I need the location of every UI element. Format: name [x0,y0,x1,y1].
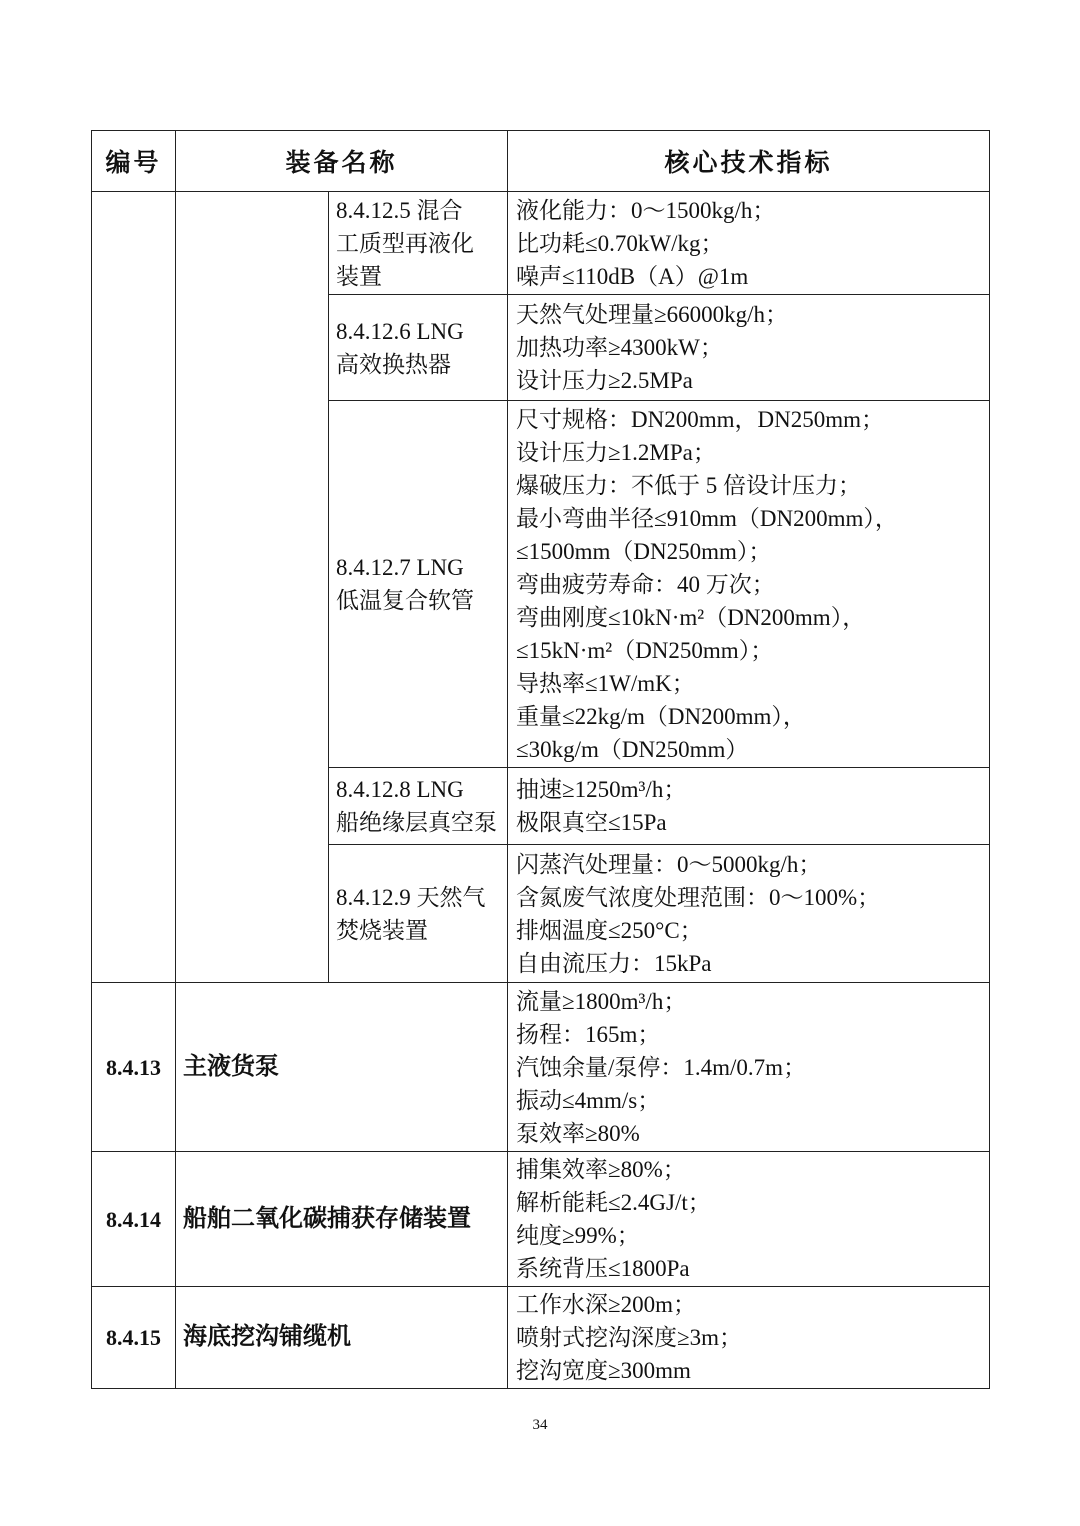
item-name: 主液货泵 [176,983,508,1152]
spec-line: 极限真空≤15Pa [516,810,667,835]
sub-item-name-line: 8.4.12.8 LNG [336,777,464,802]
spec-line: 导热率≤1W/mK； [516,670,695,696]
spec-line: 弯曲刚度≤10kN·m²（DN200mm）， [516,604,866,630]
spec-line: 最小弯曲半径≤910mm（DN200mm）， [516,505,898,531]
spec-line: 泵效率≥80% [516,1120,640,1146]
sub-item-name-line: 8.4.12.6 LNG [336,318,464,344]
spec-line: 闪蒸汽处理量：0～5000kg/h； [516,851,822,877]
continued-code-cell [92,192,176,983]
spec-line: 喷射式挖沟深度≥3m； [516,1325,743,1350]
continued-name-cell [176,192,329,983]
spec-line: ≤1500mm（DN250mm）； [516,538,772,564]
sub-item-specs [508,295,990,401]
spec-line: 尺寸规格：DN200mm，DN250mm； [516,406,885,432]
item-code: 8.4.15 [92,1287,176,1389]
spec-line: 加热功率≥4300kW； [516,335,723,360]
sub-item-specs [508,401,990,768]
sub-item-name [329,192,508,295]
spec-line: 捕集效率≥80%； [516,1157,686,1182]
spec-line: 弯曲疲劳寿命：40 万次； [516,571,775,597]
spec-line: 天然气处理量≥66000kg/h； [516,302,789,327]
spec-line: 重量≤22kg/m（DN200mm）， [516,703,806,729]
item-code: 8.4.14 [92,1152,176,1287]
sub-item-name-line: 船绝缘层真空泵 [336,810,497,835]
spec-line: 挖沟宽度≥300mm [516,1358,691,1383]
spec-table-page [91,130,989,1389]
item-specs [508,983,990,1152]
spec-line: 工作水深≥200m； [516,1292,697,1317]
table-row [92,1287,990,1389]
spec-line: ≤30kg/m（DN250mm） [516,736,749,762]
sub-item-name [329,768,508,845]
sub-item-name-line: 8.4.12.5 混合 [336,197,463,223]
spec-line: 含氮废气浓度处理范围：0～100%； [516,884,881,910]
sub-item-name-line: 8.4.12.9 天然气 [336,884,486,910]
spec-line: 振动≤4mm/s； [516,1087,661,1113]
spec-line: 爆破压力：不低于 5 倍设计压力； [516,472,862,498]
sub-item-name-line: 8.4.12.7 LNG [336,555,464,580]
spec-line: 抽速≥1250m³/h； [516,777,687,802]
table-row [92,192,990,295]
spec-line: 自由流压力：15kPa [516,950,712,976]
sub-item-name-line: 高效换热器 [336,351,451,377]
header-core-specs: 核心技术指标 [508,131,990,192]
item-specs [508,1287,990,1389]
table-row [92,1152,990,1287]
sub-item-name-line: 低温复合软管 [336,588,474,613]
sub-item-name-line: 工质型再液化 [336,230,474,256]
equipment-spec-table [91,130,990,1389]
spec-line: 流量≥1800m³/h； [516,988,687,1014]
sub-item-specs [508,192,990,295]
item-code: 8.4.13 [92,983,176,1152]
item-name: 海底挖沟铺缆机 [176,1287,508,1389]
table-row [92,983,990,1152]
spec-line: 噪声≤110dB（A）@1m [516,263,749,289]
page-number: 34 [532,1417,548,1433]
sub-item-name-line: 焚烧装置 [336,917,428,943]
item-specs [508,1152,990,1287]
spec-line: 纯度≥99%； [516,1223,640,1248]
sub-item-name [329,401,508,768]
table-header-row [92,131,990,192]
spec-line: 扬程：165m； [516,1021,661,1047]
sub-item-name [329,295,508,401]
spec-line: 液化能力：0～1500kg/h； [516,197,776,223]
sub-item-specs [508,845,990,983]
header-equipment-name: 装备名称 [176,131,508,192]
spec-line: 汽蚀余量/泵停：1.4m/0.7m； [516,1054,807,1080]
spec-line: 系统背压≤1800Pa [516,1256,690,1281]
spec-line: ≤15kN·m²（DN250mm）； [516,637,774,663]
spec-line: 比功耗≤0.70kW/kg； [516,230,724,256]
sub-item-specs [508,768,990,845]
spec-line: 排烟温度≤250°C； [516,917,703,943]
spec-line: 设计压力≥1.2MPa； [516,439,716,465]
item-name: 船舶二氧化碳捕获存储装置 [176,1152,508,1287]
spec-line: 解析能耗≤2.4GJ/t； [516,1190,711,1215]
spec-line: 设计压力≥2.5MPa [516,368,693,393]
sub-item-name-line: 装置 [336,263,382,289]
sub-item-name [329,845,508,983]
header-code: 编号 [92,131,176,192]
